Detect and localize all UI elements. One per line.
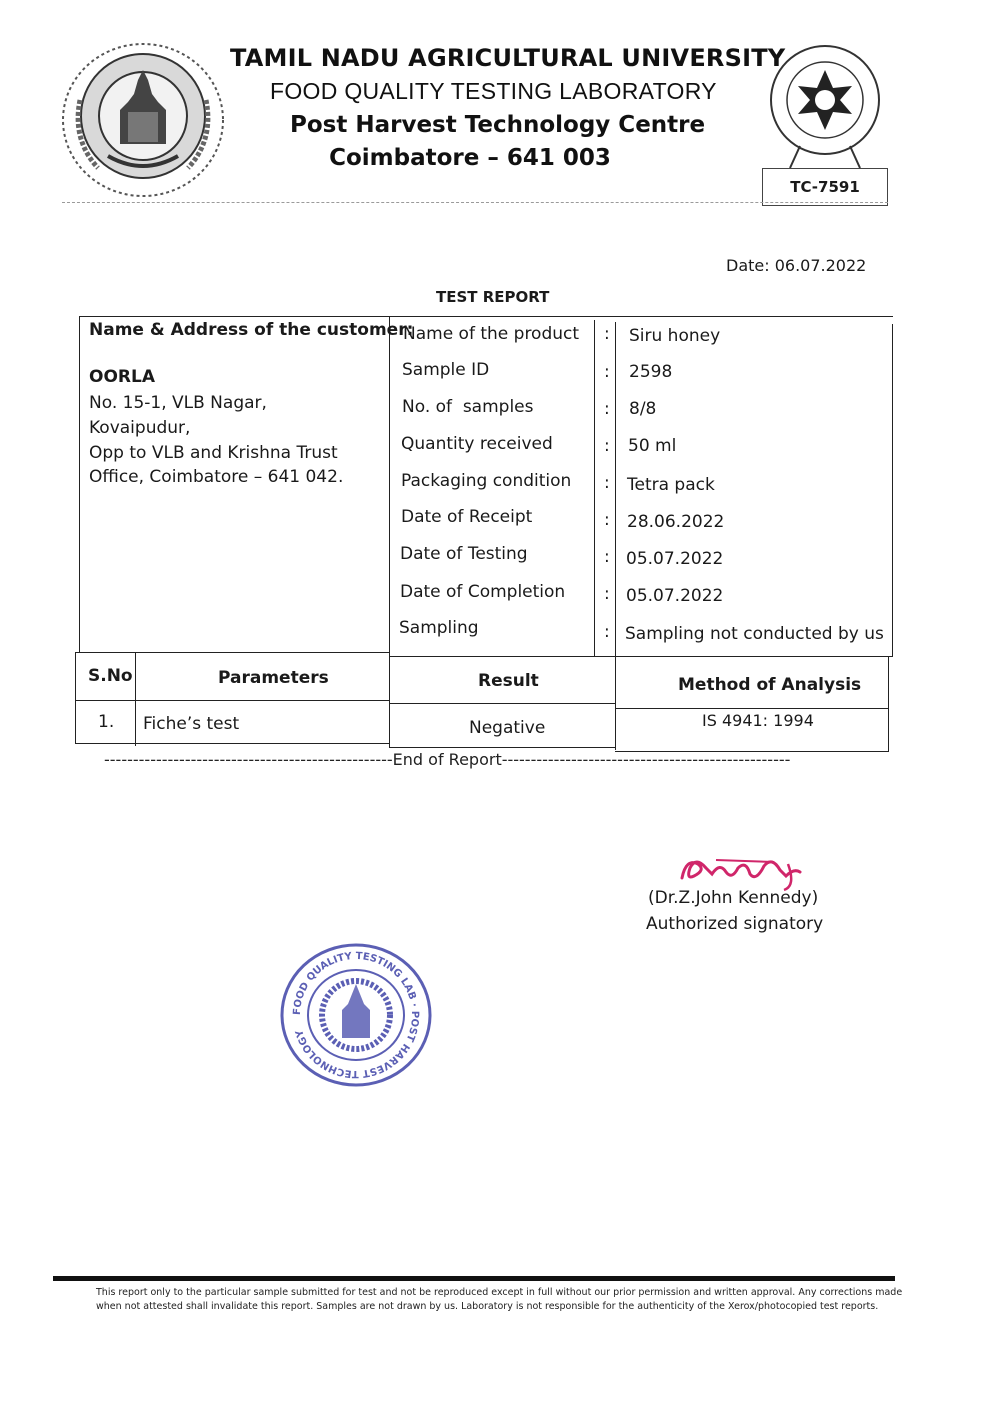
customer-address-line: Office, Coimbatore – 641 042. (89, 467, 344, 487)
customer-name: OORLA (89, 367, 155, 387)
detail-value-quantity: 50 ml (628, 436, 677, 456)
laboratory-name: FOOD QUALITY TESTING LABORATORY (270, 78, 717, 104)
detail-label-sample-id: Sample ID (402, 360, 490, 380)
detail-value-testing: 05.07.2022 (626, 549, 724, 569)
detail-value-packaging: Tetra pack (627, 475, 715, 495)
university-logo (58, 40, 228, 200)
end-of-report: --------------------------------------------------End of Report-------------------------------------------------- (104, 750, 791, 769)
accreditation-code-box (762, 168, 888, 206)
footer-disclaimer-line1: This report only to the particular sample submitted for test and not be reproduced except in full without our prior permission and written approval. Any corrections made (96, 1287, 903, 1298)
cell-parameter: Fiche’s test (143, 714, 240, 734)
detail-label-sampling: Sampling (399, 618, 479, 638)
header-divider (62, 202, 888, 203)
lab-stamp (276, 940, 436, 1090)
centre-name: Post Harvest Technology Centre (290, 112, 706, 138)
detail-label-receipt: Date of Receipt (401, 507, 533, 527)
accreditation-logo (764, 42, 886, 170)
signature-scribble (676, 850, 811, 892)
signatory-role: Authorized signatory (646, 914, 824, 934)
customer-address-line: Opp to VLB and Krishna Trust (89, 443, 338, 463)
university-name: TAMIL NADU AGRICULTURAL UNIVERSITY (230, 44, 786, 72)
detail-label-completion: Date of Completion (400, 582, 566, 602)
detail-value-no-samples: 8/8 (629, 399, 657, 419)
column-header-parameters: Parameters (218, 668, 329, 688)
customer-label: Name & Address of the customer: (89, 320, 414, 340)
svg-text:FOOD QUALITY TESTING LAB · POS: FOOD QUALITY TESTING LAB · POST HARVEST TECHNOLOGY (291, 950, 421, 1080)
report-date: Date: 06.07.2022 (726, 256, 867, 275)
detail-label-no-samples: No. of samples (402, 397, 534, 417)
detail-value-sample-id: 2598 (629, 362, 673, 382)
detail-colon: : (604, 510, 610, 530)
detail-colon: : (604, 399, 610, 419)
report-title: TEST REPORT (436, 288, 550, 306)
detail-value-completion: 05.07.2022 (626, 586, 724, 606)
customer-address-line: No. 15-1, VLB Nagar, (89, 393, 267, 413)
footer-disclaimer-line2: when not attested shall invalidate this report. Samples are not drawn by us. Laboratory is not responsible for the authenticity of the Xerox/photocopied test reports. (96, 1301, 879, 1312)
centre-city: Coimbatore – 641 003 (329, 145, 611, 171)
detail-colon: : (604, 362, 610, 382)
customer-address-line: Kovaipudur, (89, 418, 191, 438)
detail-label-quantity: Quantity received (401, 434, 553, 454)
column-header-sno: S.No (88, 666, 133, 686)
detail-colon: : (604, 584, 610, 604)
detail-label-packaging: Packaging condition (401, 471, 572, 491)
detail-value-sampling: Sampling not conducted by us (625, 624, 884, 644)
column-header-method: Method of Analysis (678, 675, 862, 695)
cell-result: Negative (469, 718, 546, 738)
detail-value-receipt: 28.06.2022 (627, 512, 725, 532)
detail-colon: : (604, 324, 610, 344)
detail-label-testing: Date of Testing (400, 544, 528, 564)
detail-colon: : (604, 547, 610, 567)
footer-divider (53, 1276, 895, 1281)
accreditation-code: TC-7591 (790, 178, 860, 196)
cell-sno: 1. (98, 712, 115, 732)
cell-method: IS 4941: 1994 (702, 711, 814, 730)
detail-colon: : (604, 436, 610, 456)
detail-value-product: Siru honey (629, 326, 721, 346)
detail-colon: : (604, 622, 610, 642)
detail-label-product: Name of the product (403, 324, 580, 344)
signatory-name: (Dr.Z.John Kennedy) (648, 888, 819, 908)
detail-colon: : (604, 473, 610, 493)
column-header-result: Result (478, 671, 539, 691)
